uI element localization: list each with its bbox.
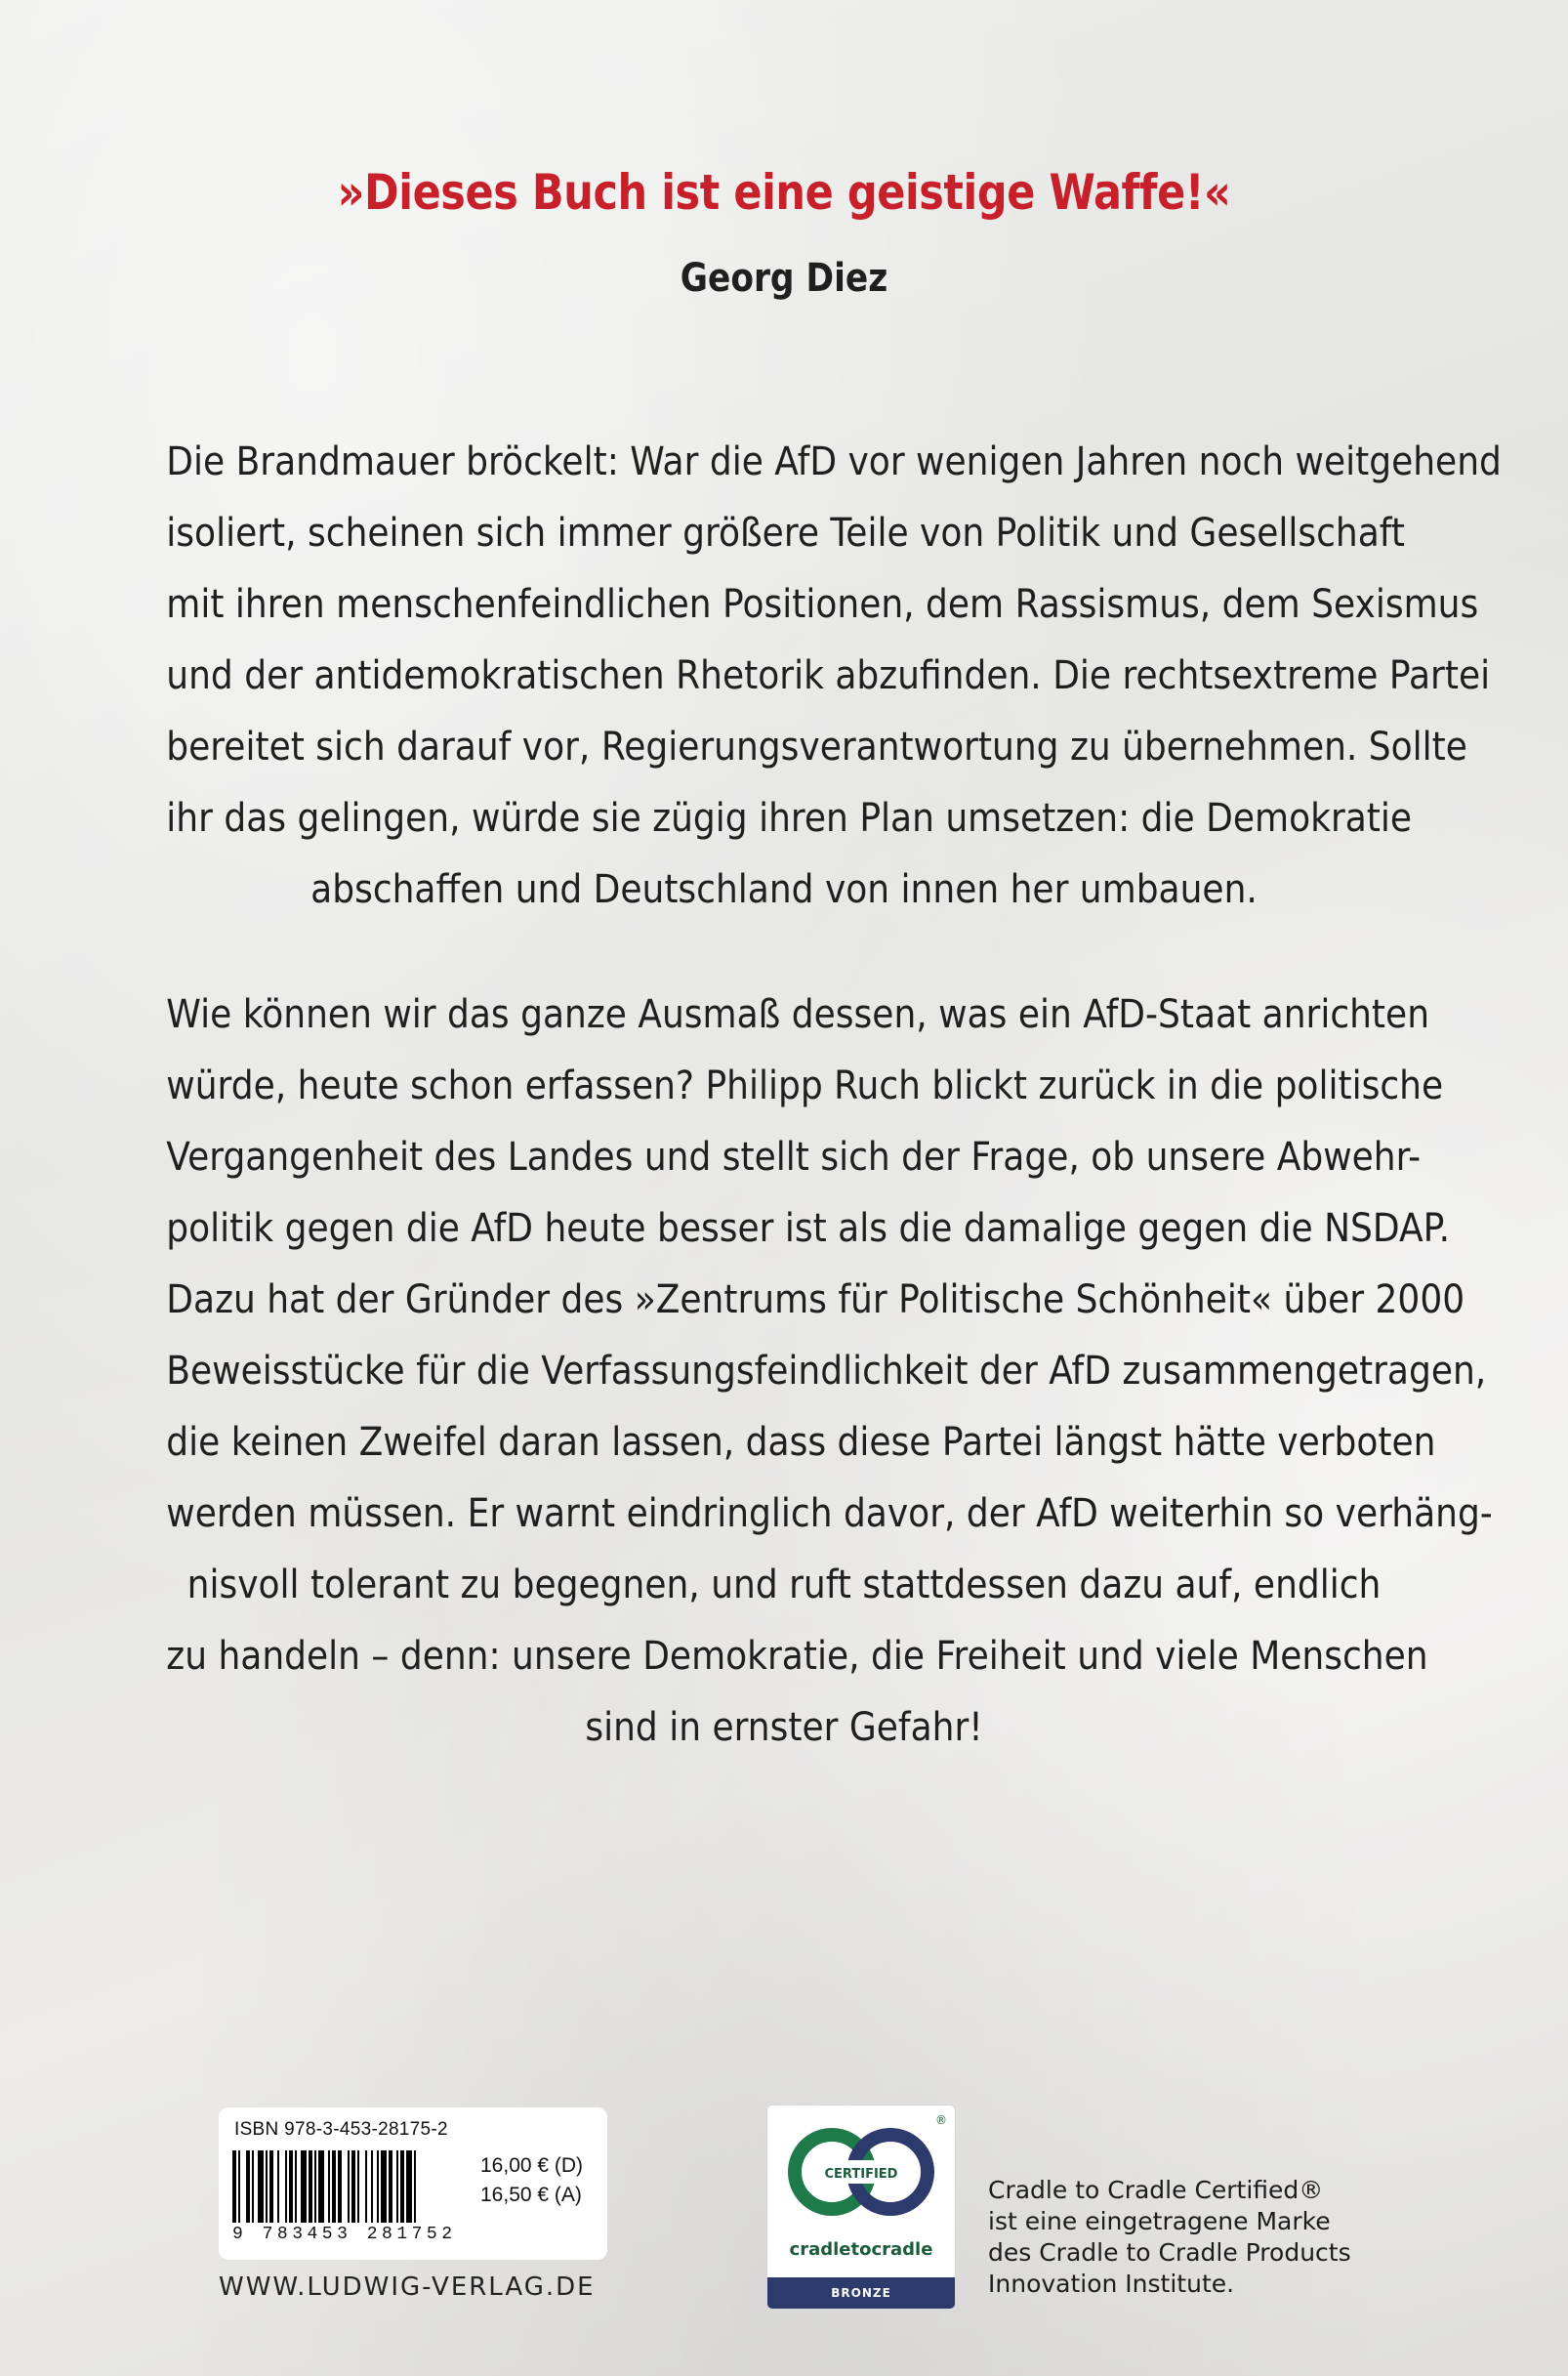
text-line: bereitet sich darauf vor, Regierungsverantwortung zu übernehmen. Sollte <box>166 725 1467 770</box>
barcode-bar <box>269 2150 273 2223</box>
barcode-bar <box>238 2150 240 2223</box>
price-austria: 16,50 € (A) <box>480 2184 582 2206</box>
text-line: ist eine eingetragene Marke <box>988 2207 1331 2235</box>
certified-label: CERTIFIED <box>824 2167 898 2182</box>
text-line: sind in ernster Gefahr! <box>585 1705 983 1750</box>
text-line: Dazu hat der Gründer des »Zentrums für Politische Schönheit« über 2000 <box>166 1277 1465 1322</box>
barcode-bar <box>232 2150 236 2223</box>
isbn-number: ISBN 978-3-453-28175-2 <box>234 2119 448 2140</box>
barcode-bar <box>351 2150 355 2223</box>
text-line: ihr das gelingen, würde sie zügig ihren Plan umsetzen: die Demokratie <box>166 796 1413 841</box>
barcode-bar <box>371 2150 373 2223</box>
headline-quote: »Dieses Buch ist eine geistige Waffe!« <box>337 164 1231 221</box>
barcode-bar <box>377 2150 379 2223</box>
barcode-bar <box>285 2150 287 2223</box>
text-line: isoliert, scheinen sich immer größere Teile von Politik und Gesellschaft <box>166 511 1405 556</box>
barcode-bar <box>252 2150 254 2223</box>
barcode-bar <box>246 2150 250 2223</box>
barcode-bar <box>266 2150 268 2223</box>
price-germany: 16,00 € (D) <box>480 2154 584 2177</box>
barcode-bar <box>318 2150 324 2223</box>
text-line: nisvoll tolerant zu begegnen, und ruft stattdessen dazu auf, endlich <box>186 1563 1382 1607</box>
text-line: Wie können wir das ganze Ausmaß dessen, was ein AfD-Staat anrichten <box>166 992 1430 1037</box>
barcode-bar <box>277 2150 279 2223</box>
barcode-bar <box>338 2150 342 2223</box>
registered-mark: ® <box>935 2113 947 2127</box>
text-line: des Cradle to Cradle Products <box>988 2238 1351 2267</box>
text-line: Beweisstücke für die Verfassungsfeindlichkeit der AfD zusammengetragen, <box>166 1349 1487 1394</box>
barcode-bar <box>328 2150 330 2223</box>
barcode-bar <box>414 2150 416 2223</box>
barcode-bar <box>406 2150 412 2223</box>
blurb-paragraph-1 <box>166 427 1502 926</box>
c2c-wordmark: cradletocradle <box>789 2239 933 2260</box>
c2c-trademark-note <box>988 2175 1351 2300</box>
blurb-paragraph-2 <box>166 980 1493 1764</box>
barcode-bar <box>381 2150 387 2223</box>
barcode-bar <box>295 2150 297 2223</box>
text-line: werden müssen. Er warnt eindringlich davor, der AfD weiterhin so verhäng- <box>166 1491 1493 1536</box>
text-line: Vergangenheit des Landes und stellt sich der Frage, ob unsere Abwehr- <box>166 1135 1422 1180</box>
barcode-bar <box>301 2150 307 2223</box>
text-line: Die Brandmauer bröckelt: War die AfD vor wenigen Jahren noch weitgehend <box>166 439 1502 484</box>
text-line: Innovation Institute. <box>988 2270 1235 2298</box>
barcode-bar <box>314 2150 316 2223</box>
text-line: mit ihren menschenfeindlichen Positionen, dem Rassismus, dem Sexismus <box>166 582 1479 627</box>
barcode-bar <box>258 2150 264 2223</box>
text-line: Cradle to Cradle Certified® <box>988 2176 1324 2204</box>
publisher-website: WWW.LUDWIG-VERLAG.DE <box>219 2272 596 2302</box>
cradle-to-cradle-logo <box>766 2105 956 2310</box>
text-line: politik gegen die AfD heute besser ist als die damalige gegen die NSDAP. <box>166 1206 1451 1251</box>
barcode-bar <box>400 2150 404 2223</box>
text-line: abschaffen und Deutschland von innen her umbauen. <box>310 867 1258 912</box>
barcode-icon <box>232 2150 459 2223</box>
barcode-bar <box>332 2150 336 2223</box>
barcode-label <box>219 2107 607 2260</box>
barcode-bar <box>289 2150 293 2223</box>
quote-author: Georg Diez <box>680 256 888 301</box>
barcode-bar <box>389 2150 392 2223</box>
bronze-level: BRONZE <box>767 2277 955 2309</box>
ean-digits: 9 783453 281752 <box>232 2225 457 2244</box>
text-line: die keinen Zweifel daran lassen, dass diese Partei längst hätte verboten <box>166 1420 1436 1465</box>
barcode-bar <box>396 2150 398 2223</box>
text-line: zu handeln – denn: unsere Demokratie, die Freiheit und viele Menschen <box>166 1634 1428 1679</box>
barcode-bar <box>365 2150 367 2223</box>
text-line: würde, heute schon erfassen? Philipp Ruch blickt zurück in die politische <box>166 1063 1444 1108</box>
barcode-bar <box>348 2150 350 2223</box>
barcode-bar <box>357 2150 359 2223</box>
text-line: und der antidemokratischen Rhetorik abzufinden. Die rechtsextreme Partei <box>166 653 1491 698</box>
barcode-bar <box>309 2150 312 2223</box>
